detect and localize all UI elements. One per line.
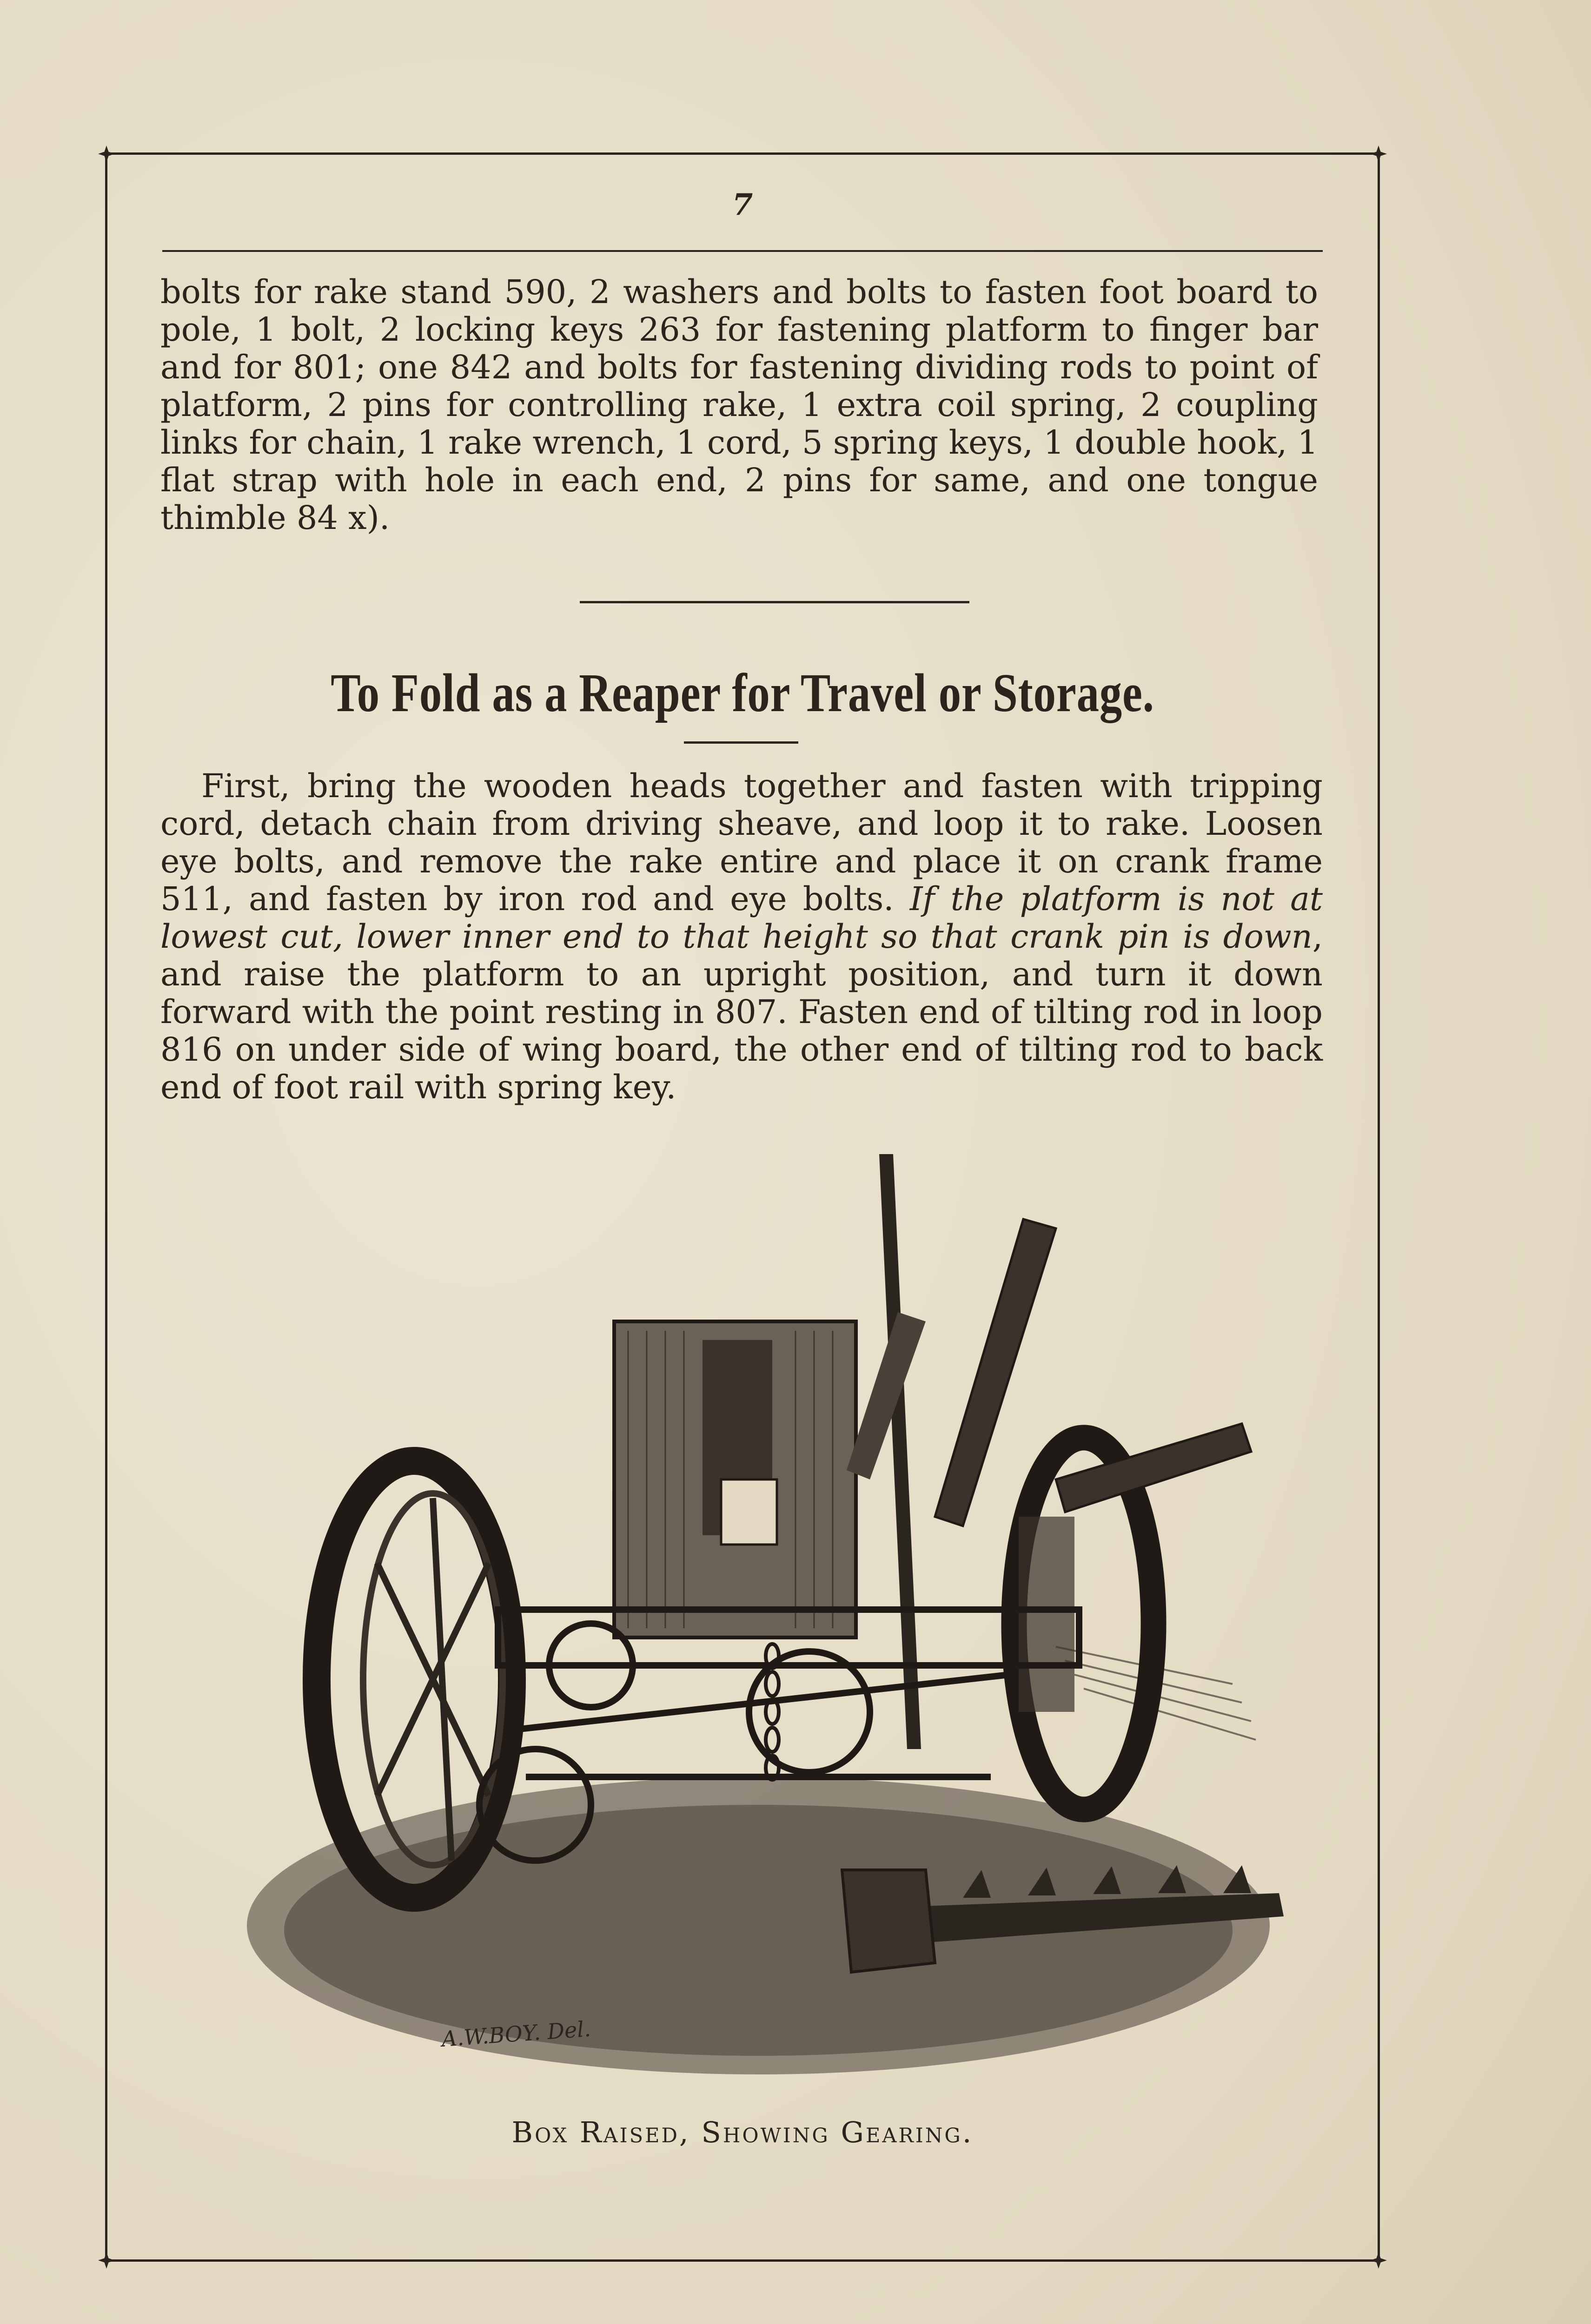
continued-paragraph: bolts for rake stand 590, 2 washers and bolts to fasten foot board to pole, 1 bolt, 2 locking keys 263 for fastening platform to finger bar and for 801; one 842 and bolts for fastening dividing rods to point of platform, 2 pins for controlling rake, 1 extra coil spring, 2 coupling links for chain, 1 rake wrench, 1 cord, 5 spring keys, 1 double hook, 1 flat strap with hole in each end, 2 pins for same, and one tongue thimble 84 x). [160, 273, 1318, 537]
lever [879, 1154, 921, 1749]
figure-caption: Box Raised, Showing Gearing. [511, 2115, 974, 2149]
section-divider [580, 601, 969, 603]
instructions-italic-text: If the platform is not at lowest cut, lower inner end to that height so that crank pin is down [160, 880, 1323, 956]
reaper-illustration [172, 1145, 1316, 2260]
page-number: 7 [732, 187, 753, 222]
header-rule [162, 250, 1323, 252]
shoe [842, 1870, 935, 1972]
corner-ornament [97, 2251, 116, 2270]
section-heading: To Fold as a Reaper for Travel or Storage. [331, 662, 1154, 723]
page-border [105, 152, 1380, 2262]
corner-ornament [1369, 2251, 1388, 2270]
heading-underline [684, 741, 798, 744]
instructions-text-2: , and raise the platform to an upright position, and turn it down forward with the point resting in 807. Fasten end of tilting rod in loop 816 on under side of wing board, the other end of tilting rod to back end of foot rail with spring key. [160, 918, 1323, 1106]
engraver-signature: A.W.BOY. Del. [441, 2016, 592, 2052]
instructions-text-1: First, bring the wooden heads together and fasten with tripping cord, detach chain from driving sheave, and loop it to rake. Loosen eye bolts, and remove the rake entire and place it on crank frame 511, and fasten by iron rod and eye bolts. [160, 767, 1323, 918]
corner-ornament [97, 145, 116, 163]
corner-ornament [1369, 145, 1388, 163]
instructions-paragraph [160, 767, 1323, 1106]
